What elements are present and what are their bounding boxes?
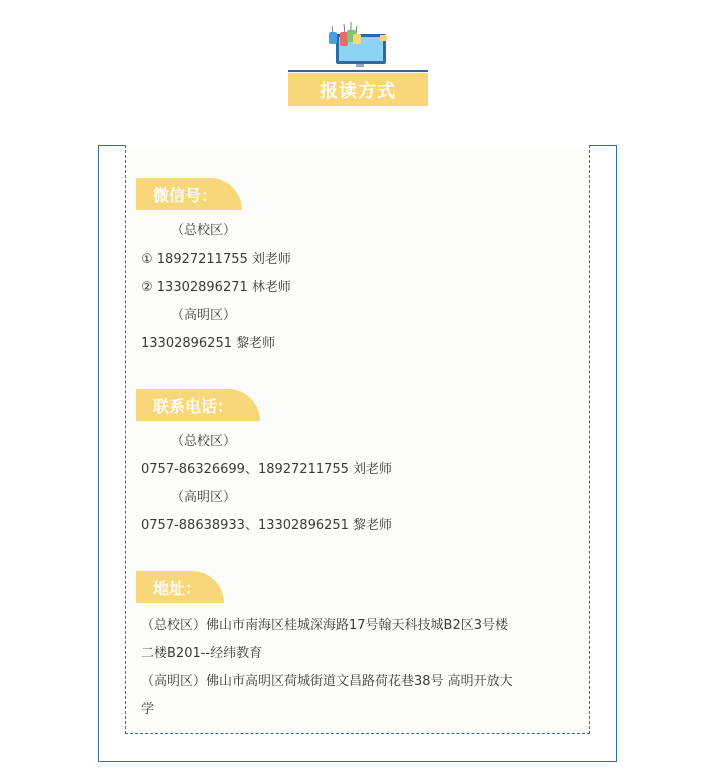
address-section-tag: 地址： (136, 571, 224, 603)
phone-line-3: （高明区） (171, 490, 237, 505)
page-title: 报读方式 (288, 73, 428, 106)
wechat-line-4: （高明区） (171, 308, 237, 323)
address-line-1: （总校区）佛山市南海区桂城深海路17号翰天科技城B2区3号楼 (141, 618, 509, 633)
address-line-2: 二楼B201--经纬教育 (141, 646, 263, 661)
phone-section-tag: 联系电话： (136, 389, 260, 421)
wechat-line-2: ① 18927211755 刘老师 (141, 252, 291, 267)
phone-line-4: 0757-88638933、13302896251 黎老师 (141, 518, 393, 533)
phone-line-1: （总校区） (171, 434, 237, 449)
wechat-section-tag: 微信号： (136, 178, 242, 210)
wechat-line-1: （总校区） (171, 223, 237, 238)
address-line-4: 学 (141, 702, 155, 717)
wechat-line-5: 13302896251 黎老师 (141, 336, 276, 351)
computer-tags-icon (326, 20, 392, 70)
address-line-3: （高明区）佛山市高明区荷城街道文昌路荷花巷38号 高明开放大 (141, 674, 513, 689)
title-underline (288, 70, 428, 72)
wechat-line-3: ② 13302896271 林老师 (141, 280, 291, 295)
phone-line-2: 0757-86326699、18927211755 刘老师 (141, 462, 393, 477)
